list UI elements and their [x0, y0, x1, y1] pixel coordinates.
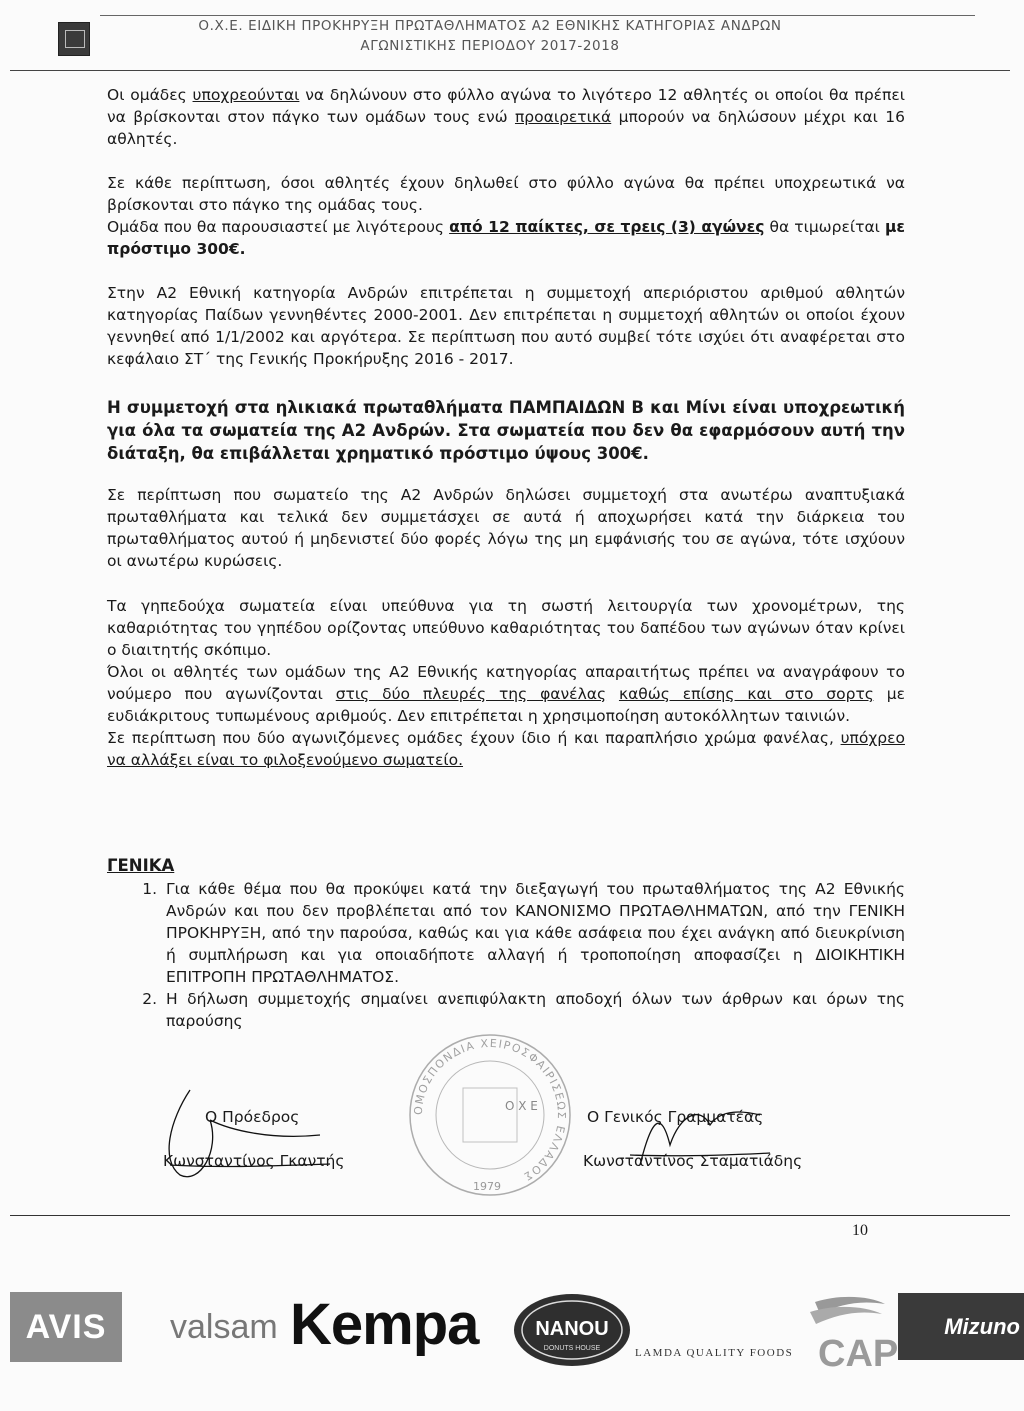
footer-divider	[10, 1215, 1010, 1216]
text: Οι ομάδες	[107, 86, 193, 104]
nanou-subtext: DONUTS HOUSE	[543, 1345, 601, 1352]
list-item: 2. Η δήλωση συμμετοχής σημαίνει ανεπιφύλακτη αποδοχή όλων των άρθρων και όρων της παρούσης	[162, 988, 905, 1032]
underlined-text: υπόχρεο να αλλάξει είναι το φιλοξενούμενο σωματείο.	[107, 729, 905, 769]
general-list	[107, 878, 905, 1032]
stamp-text: ΟΜΟΣΠΟΝΔΙΑ ΧΕΙΡΟΣΦΑΙΡΙΣΕΩΣ ΕΛΛΑΔΟΣ	[411, 1036, 569, 1184]
paragraph-youth-players	[107, 282, 905, 370]
list-item: 1. Για κάθε θέμα που θα προκύψει κατά την διεξαγωγή του πρωταθλήματος της Α2 Εθνικής Ανδρών και που δεν προβλέπεται από τον ΚΑΝΟΝΙΣΜΟ ΠΡΩΤΑΘΛΗΜΑΤΩΝ, από την ΓΕΝΙΚΗ ΠΡΟΚΗΡΥΞΗ, από την παρούσα, καθώς και για κάθε ασάφεια που έχει ανάγκη από διευκρίνιση ή συμπλήρωση και για οποιαδήποτε αλλαγή ή τροποποίηση αποφασίζει η ΔΙΟΙΚΗΤΙΚΗ ΕΠΙΤΡΟΠΗ ΠΡΩΤΑΘΛΗΜΑΤΟΣ.	[162, 878, 905, 988]
stamp-letters: Ο Χ Ε	[505, 1099, 538, 1113]
valsam-logo	[130, 1300, 300, 1350]
president-title: Ο Πρόεδρος	[205, 1108, 300, 1126]
text: Ομάδα που θα παρουσιαστεί με λιγότερους	[107, 218, 450, 236]
underlined-text: καθώς επίσης και στο σορτς	[618, 685, 874, 703]
header-subtitle: ΑΓΩΝΙΣΤΙΚΗΣ ΠΕΡΙΟΔΟΥ 2017-2018	[360, 38, 620, 54]
svg-text:ΟΜΟΣΠΟΝΔΙΑ ΧΕΙΡΟΣΦΑΙΡΙΣΕΩΣ ΕΛΛ	[412, 1037, 568, 1184]
lamda-logo: LAMDA QUALITY FOODS	[635, 1347, 794, 1359]
underlined-text: στις δύο πλευρές της φανέλας	[335, 685, 607, 703]
text: μπορούν να δηλώσουν μέχρι και 16 αθλητές.	[107, 108, 905, 148]
text: Στην Α2 Εθνική κατηγορία Ανδρών επιτρέπεται η συμμετοχή απεριόριστου αριθμού αθλητών κατηγορίας Παίδων γεννηθέντες 2000-2001. Δεν επιτρέπεται η συμμετοχή αθλητών οι οποίοι έχουν γεννηθεί από 1/1/2002 και αργότερα. Σε περίπτωση που αυτό συμβεί τότε ισχύει ότι αναφέρεται στο κεφάλαιο ΣΤ΄ της Γενικής Προκήρυξης 2016 - 2017.	[107, 284, 905, 368]
paragraph-bench-rule	[107, 172, 905, 260]
penalty-line	[107, 216, 905, 260]
cap-logo	[760, 1290, 899, 1375]
text	[606, 685, 619, 703]
cap-text: CAP	[818, 1333, 899, 1375]
paragraph-sanctions	[107, 484, 905, 572]
federation-logo	[58, 22, 90, 56]
secretary-signature	[600, 1085, 780, 1185]
text: Σε κάθε περίπτωση, όσοι αθλητές έχουν δηλωθεί στο φύλλο αγώνα θα πρέπει υποχρεωτικά να βρίσκονται στο πάγκο της ομάδας τους.	[107, 174, 905, 214]
jersey-numbers-line	[107, 661, 905, 727]
nanou-text: NANOU	[535, 1318, 609, 1340]
president-name: Κωνσταντίνος Γκαντής	[163, 1152, 345, 1170]
secretary-name: Κωνσταντίνος Σταματιάδης	[583, 1152, 803, 1170]
underlined-text: υποχρεούνται	[192, 86, 300, 104]
underlined-bold-text: από 12 παίκτες, σε τρεις (3) αγώνες	[449, 218, 765, 236]
avis-logo: AVIS	[10, 1292, 122, 1362]
text: Σε περίπτωση που σωματείο της Α2 Ανδρών δηλώσει συμμετοχή στα ανωτέρω αναπτυξιακά πρωταθλήματα και τελικά δεν συμμετάσχει σε αυτά ή αποχωρήσει κατά την διάρκεια του πρωταθλήματος αυτού ή μηδενιστεί δύο φορές λόγω της μη εμφάνισής του σε αγώνα, τότε ισχύουν οι ανωτέρω κυρώσεις.	[107, 486, 905, 570]
text: Τα γηπεδούχα σωματεία είναι υπεύθυνα για τη σωστή λειτουργία των χρονομέτρων, της καθαριότητας του γηπέδου ορίζοντας υπεύθυνο καθαριότητας του δαπέδου των αγώνων όταν κρίνει ο διαιτητής σκόπιμο.	[107, 597, 905, 659]
text: θα τιμωρείται	[764, 218, 885, 236]
header-title: Ο.Χ.Ε. ΕΙΔΙΚΗ ΠΡΟΚΗΡΥΞΗ ΠΡΩΤΑΘΛΗΜΑΤΟΣ Α2 ΕΘΝΙΚΗΣ ΚΑΤΗΓΟΡΙΑΣ ΑΝΔΡΩΝ	[198, 18, 782, 34]
header-divider	[10, 70, 1010, 71]
text: Σε περίπτωση που δύο αγωνιζόμενες ομάδες έχουν ίδιο ή και παραπλήσιο χρώμα φανέλας,	[107, 729, 841, 747]
header-top-rule	[100, 15, 975, 16]
valsam-text: valsam	[170, 1308, 278, 1346]
jersey-color-line	[107, 727, 905, 771]
text: να δηλώνουν στο φύλλο αγώνα το λιγότερο 12 αθλητές οι οποίοι θα πρέπει να βρίσκονται στον πάγκο των ομάδων τους ενώ	[107, 86, 905, 126]
paragraph-home-team-duties	[107, 595, 905, 771]
stamp-year: 1979	[473, 1180, 501, 1193]
mizuno-logo: Mizuno	[898, 1293, 1024, 1360]
underlined-text: προαιρετικά	[514, 108, 612, 126]
paragraph-team-roster	[107, 84, 905, 150]
paragraph-age-championships	[107, 396, 905, 465]
kempa-logo: Kempa	[290, 1292, 479, 1357]
president-signature	[150, 1080, 360, 1190]
official-stamp	[405, 1030, 575, 1200]
bold-text: με πρόστιμο 300€.	[107, 218, 906, 258]
text: Όλοι οι αθλητές των ομάδων της Α2 Εθνικής κατηγορίας απαραιτήτως πρέπει να αναγράφουν το νούμερο που αγωνίζονται	[107, 663, 905, 703]
section-title-general: ΓΕΝΙΚΑ	[107, 856, 175, 875]
nanou-logo	[510, 1290, 635, 1370]
bold-text: Η συμμετοχή στα ηλικιακά πρωταθλήματα ΠΑΜΠΑΙΔΩΝ Β και Μίνι είναι υποχρεωτική για όλα τα σωματεία της Α2 Ανδρών. Στα σωματεία που δεν θα εφαρμόσουν αυτή την διάταξη, θα επιβάλλεται χρηματικό πρόστιμο ύψους 300€.	[107, 398, 905, 463]
page-number: 10	[852, 1222, 868, 1239]
text: με ευδιάκριτους τυπωμένους αριθμούς. Δεν επιτρέπεται η χρησιμοποίηση αυτοκόλλητων ταινιών.	[107, 685, 906, 725]
secretary-title: Ο Γενικός Γραμματέας	[587, 1108, 764, 1126]
